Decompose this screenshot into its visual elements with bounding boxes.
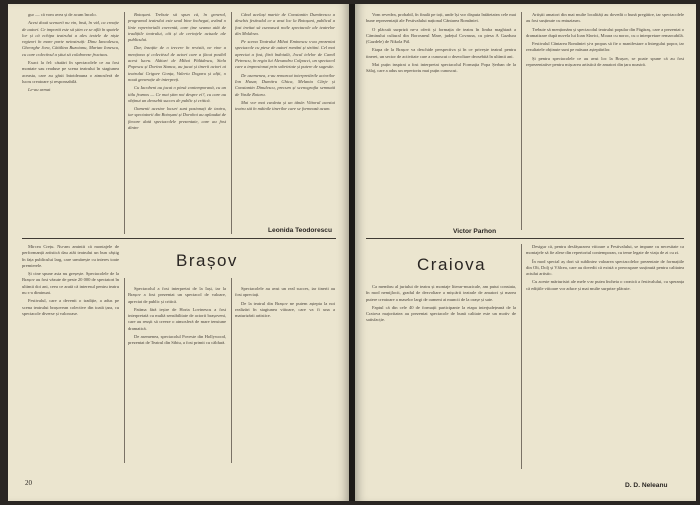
column-rule <box>231 278 232 463</box>
paragraph: Exact la fel: căutări în spectacolele ce au fost montate sau readuse pe scena teatrului în stagiunea aceasta, care au găsit întotdeauna o atmosferă de lucru creatoare și responsabilă. <box>22 60 119 84</box>
byline: D. D. Neleanu <box>625 482 668 489</box>
left-page <box>8 4 349 501</box>
paragraph: Etapa de la Brașov va deschide perspectiva și în ce privește teatrul pentru tineret, un sector de activitate care a cunoscut o dezvoltare deosebită în ultimii ani. <box>366 47 516 59</box>
paragraph: De asemenea, spectacolul Poveste din Hollywood, prezentat de Teatrul din Sibiu, a fost primit cu căldură. <box>128 334 226 346</box>
magazine-spread <box>8 4 696 501</box>
paragraph: Mai puțin inspirat a fost interpretat spectacolul Formația Popa Șerban de la Sălaj, care a adus un repertoriu mai puțin cunoscut. <box>366 62 516 74</box>
column-rule <box>231 12 232 234</box>
paragraph: Mai vor mai cuvânta și un tânăr. Viitorul acestui teatru stă în mâinile tinerilor care se formează acum. <box>235 99 335 112</box>
paragraph: Ca membru al juriului de teatru și montaje literar-muzicale, am putut constata, în mod nemijlocit, gradul de dezvoltare a mișcării teatrale de amatori și marea putere creatoare a maselor largi de oameni ai muncii de la orașe și sate. <box>366 284 516 302</box>
column-rule <box>521 244 522 469</box>
page-number: 20 <box>25 479 32 487</box>
paragraph: Și pentru spectacolele ce au avut loc la Brașov, se poate spune că au fost reprezentative pentru mișcarea artistică de amatori din țara noastră. <box>526 55 684 68</box>
section-heading: Craiova <box>417 255 487 274</box>
paragraph: Spectacolul a fost interpretat de la Iași, iar la Brașov a fost prezentat un spectacol de valoare, apreciat de public și critică. <box>128 286 226 304</box>
paragraph: Artiștii amatori din mai multe localități au dovedit o bună pregătire, iar spectacolele au fost susținute cu entuziasm. <box>526 12 684 24</box>
byline: Leonida Teodorescu <box>268 227 332 234</box>
paragraph: Cu Iacobeni au jucat o piesă contemporană, cu un titlu frumos — Ce mai știm noi despre ei?, cu care au obținut un deosebit succes de public și critică. <box>128 85 226 103</box>
paragraph: Vom revedea, probabil, în finală pe toți, unde își vor disputa întâietatea cele mai bune reprezentații ale Festivalului național Cântarea României. <box>366 12 516 24</box>
left-lower-col3 <box>235 286 335 466</box>
paragraph: O plăcută surpriză ne-a oferit și formația de teatru în limba maghiară a Căminului cultural din Borosneul Mare, județul Covasna, cu piesa A Gazdura (Gazdele) de Nikola Pál. <box>366 26 516 45</box>
right-upper-col2 <box>526 12 684 227</box>
paragraph: Dar, însoțite de o trecere în revistă, ne vine a menționa și colectivul de actori care a făcut posibil acest lucru. Alături de Mihai Pălădescu, Stela Popescu și Dorina Stanca, au jucat și tinerii actori ai teatrului Grigore Gonța, Valeriu Dogaru și alții, o nouă generație de interpreți. <box>128 45 226 82</box>
paragraph: Mircea Crețu. Nu-am amintit că montajele de performanță artistică dau atât teatrului un bun câștig în fața publicului larg, care urmărește cu interes toate premierele. <box>22 244 119 268</box>
paragraph: Cu aceste mărturisiri ale mele s-ar putea încheia o cronică a festivalului, cu speranța că edițiile viitoare vor aduce și mai multe surprize plăcute. <box>526 279 684 291</box>
right-lower-col1 <box>366 284 516 464</box>
paragraph: Botoșani. Trebuie să spun că, în general, programul teatrului este unul bine închegat, având o linie repertorială coerentă, care ține seama atât de tradițiile teatrului, cât și de cerințele actuale ale publicului. <box>128 12 226 43</box>
right-upper-col1 <box>366 12 516 230</box>
left-upper-col3 <box>235 12 335 226</box>
paragraph: Patima fără ieșire de Horia Lovinescu a fost interpretată cu multă sensibilitate de actorii brașoveni, care au reușit să creeze o atmosferă de mare tensiune dramatică. <box>128 306 226 331</box>
paragraph: Faptul că din cele 40 de formații participante la etapa interjudețeană de la Craiova majoritatea au prezentat spectacole de bună calitate este un motiv de satisfacție. <box>366 304 516 323</box>
paragraph: De la teatrul din Brașov ne putem aștepta la noi realizări în stagiunea viitoare, care va fi una a maturizării artistice. <box>235 300 335 319</box>
byline: Victor Parhon <box>453 228 497 235</box>
paragraph: Trebuie să menționăm și spectacolul teatrului popular din Făgăraș, care a prezentat o dramatizare după nuvela lui Ioan Slavici, Moara cu noroc, cu o interpretare remarcabilă. <box>526 26 684 38</box>
right-page <box>355 4 696 501</box>
right-lower-col2 <box>526 244 684 466</box>
paragraph: Pe scena Teatrului Mihai Eminescu s-au prezentat spectacole cu piese de autori români și străini. Cel mai apreciat a fost, fără îndoială, Jocul ielelor de Camil Petrescu, în regia lui Alexandru Colpacci, un spectacol care a impresionat prin sobrietate și putere de sugestie. <box>235 39 335 70</box>
section-divider <box>22 238 336 239</box>
paragraph: Acest două scenarii nu vin, însă, în vid, ca creație de autori. Ce importă este să știm ce se află în spatele lor și că echipa teatrului a ales textele de niște regizori în mare parte neinstruiți: Dinu Ianculescu, Gheorghe Jora, Cătălina Buzoianu, Marian Ionescu, cu care colectivul a știut să colaboreze fructuos. <box>22 20 119 57</box>
paragraph: Când același martie de Constantin Dumitrescu a deschis festivalul ce a avut loc la Botoșani, publicul a fost invitat să cunoască noile spectacole ale teatrelor din Moldova. <box>235 12 335 36</box>
paragraph: Festivalul, care a devenit o tradiție, a adus pe scena teatrului brașovean colective din toată țara, cu spectacole diverse și valoroase. <box>22 298 119 316</box>
paragraph: Festivalul Cântarea României și-a propus să fie o manifestare a întregului popor, iar rezultatele obținute sunt pe măsura așteptărilor. <box>526 41 684 53</box>
section-divider <box>366 238 684 239</box>
paragraph: Spectacolele au avut un real succes, iar tinerii au fost apreciați. <box>235 286 335 298</box>
paragraph: Oamenii acestor locuri sunt pasionați de teatru, iar spectatorii din Botoșani și Dorohoi au aplaudat de fiecare dată spectacolele prezentate, care au fost dintre <box>128 106 226 131</box>
paragraph: Le-au urmat <box>28 87 51 93</box>
column-rule <box>124 12 125 234</box>
left-lower-col2 <box>128 286 226 466</box>
paragraph: gur — că vom avea și de acum încolo. <box>28 12 97 17</box>
column-rule <box>521 12 522 230</box>
section-heading: Brașov <box>176 251 238 270</box>
left-lower-col1 <box>22 244 119 464</box>
paragraph: Și cine spune asta nu greșește. Spectacolele de la Brașov au fost văzute de peste 20 000 de spectatori în ultimii doi ani, ceea ce arată că interesul pentru teatru nu s-a diminuat. <box>22 271 119 296</box>
left-upper-col2 <box>128 12 226 237</box>
paragraph: Desigur că, pentru desfășurarea viitoare a Festivalului, se impune cu necesitate ca montajele să fie alese din repertoriul contemporan, cu teme legate de viața de zi cu zi. <box>526 244 684 256</box>
paragraph: În mod special aș dori să subliniez valoarea spectacolelor prezentate de formațiile din Olt, Dolj și Vâlcea, care au dovedit că există o preocupare susținută pentru calitatea actului artistic. <box>526 258 684 277</box>
paragraph: De asemenea, s-au remarcat interpretările actorilor Ion Husar, Dumitru Ghica, Melania Cârje și Constantin Dinulescu, precum și scenografia semnată de Vasile Rotaru. <box>235 72 335 97</box>
column-rule <box>124 278 125 463</box>
left-upper-col1 <box>22 12 119 237</box>
